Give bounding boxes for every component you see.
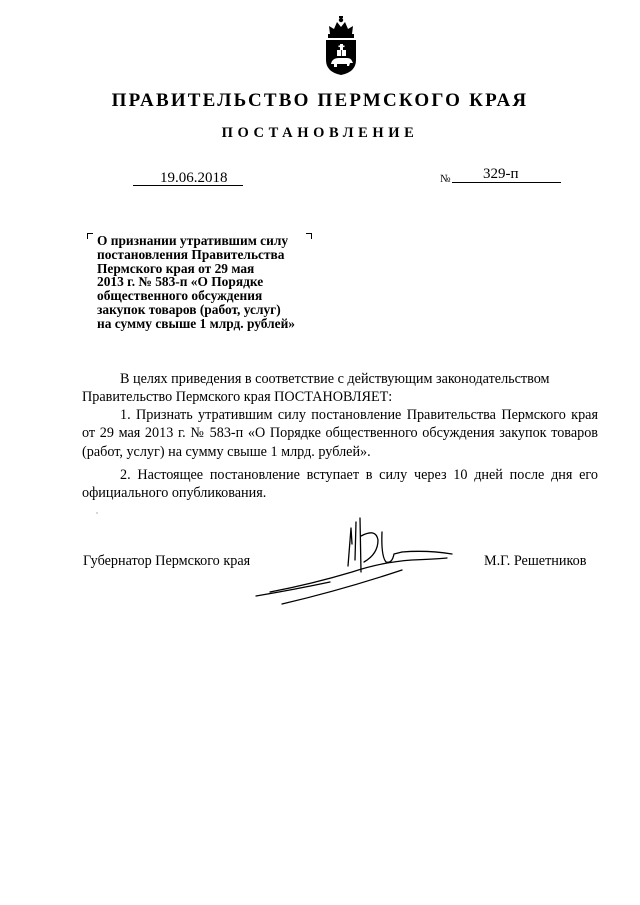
- scan-artifact: [96, 512, 98, 514]
- subject-line: 2013 г. № 583-п «О Порядке: [97, 274, 264, 290]
- subject-line: Пермского края от 29 мая: [97, 260, 255, 276]
- preamble-paragraph: В целях приведения в соответствие с действующим законодательством Правительство Пермского края ПОСТАНОВЛЯЕТ:: [82, 371, 550, 406]
- subject-line: общественного обсуждения: [97, 288, 263, 304]
- document-date: 19.06.2018: [160, 170, 228, 186]
- decree-item-2: 2. Настоящее постановление вступает в силу через 10 дней после дня его официального опубликования.: [82, 467, 598, 502]
- subject-line: на сумму свыше 1 млрд. рублей»: [97, 315, 295, 331]
- handwritten-signature: [252, 514, 462, 606]
- document-number: 329-п: [483, 166, 519, 182]
- government-title: ПРАВИТЕЛЬСТВО ПЕРМСКОГО КРАЯ: [111, 90, 529, 111]
- subject-line: О признании утратившим силу: [97, 233, 289, 248]
- corner-mark-top-left: [87, 233, 93, 239]
- number-sign: №: [440, 173, 451, 185]
- subject-line: постановления Правительства: [97, 246, 285, 262]
- perm-krai-coat-of-arms-icon: [322, 14, 360, 76]
- signatory-name: М.Г. Решетников: [484, 553, 587, 569]
- document-subject: [97, 234, 332, 331]
- document-type-title: ПОСТАНОВЛЕНИЕ: [221, 125, 419, 141]
- subject-line: закупок товаров (работ, услуг): [97, 301, 281, 317]
- signatory-position: Губернатор Пермского края: [83, 553, 251, 569]
- decree-item-1: 1. Признать утратившим силу постановление Правительства Пермского края от 29 мая 2013 г. № 583-п «О Порядке общественного обсуждения закупок товаров (работ, услуг) на сумму свыше 1 млрд. рублей».: [82, 407, 598, 460]
